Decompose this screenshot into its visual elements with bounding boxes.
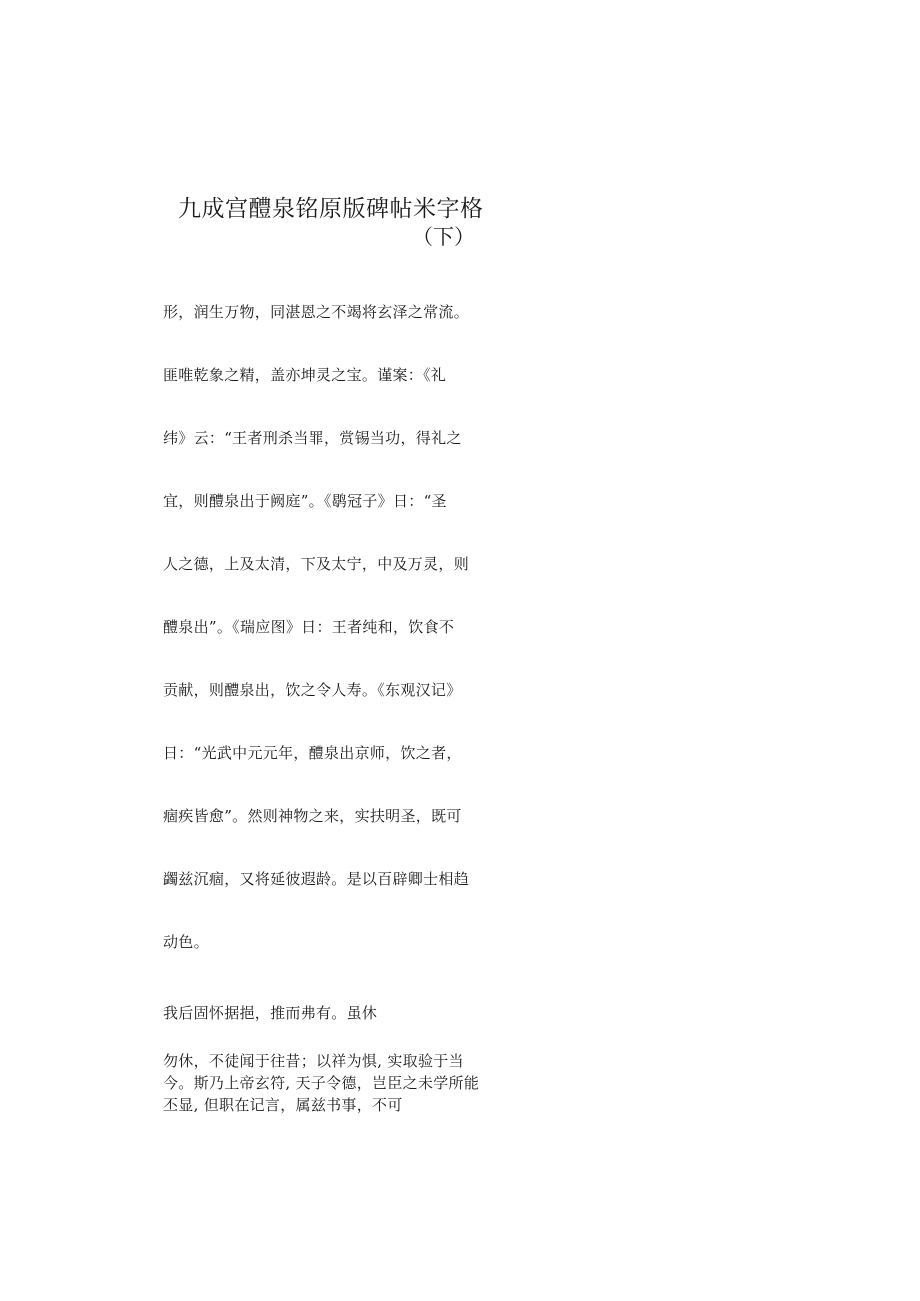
dense-line-1: 勿休，不徒闻于往昔；以祥为惧, 实取验于当: [163, 1052, 464, 1070]
document-subtitle: （下）: [412, 225, 475, 249]
text-line-8: 日：“光武中元元年，醴泉出京师，饮之者，: [163, 744, 462, 762]
text-line-3: 纬》云：“王者刑杀当罪，赏锡当功，得礼之: [163, 429, 462, 447]
text-line-5: 人之德，上及太清，下及太宁，中及万灵，则: [163, 555, 470, 573]
text-line-2: 匪唯乾象之精，盖亦坤灵之宝。谨案：《礼: [163, 366, 447, 384]
text-line-10: 蠲兹沉痼，又将延彼遐龄。是以百辟卿士相趋: [163, 870, 470, 888]
text-line-9: 痼疾皆愈”。然则神物之来，实扶明圣，既可: [163, 807, 462, 825]
text-line-7: 贡献，则醴泉出，饮之令人寿。《东观汉记》: [163, 681, 462, 699]
dense-line-2: 今。斯乃上帝玄符, 天子令德，岂臣之未学所能: [163, 1074, 480, 1092]
text-line-11: 动色。: [163, 933, 209, 951]
text-line-6: 醴泉出”。《瑞应图》日：王者纯和，饮食不: [163, 618, 455, 636]
text-line-12: 我后固怀据挹，推而弗有。虽休: [163, 1004, 378, 1022]
text-line-4: 宜，则醴泉出于阙庭”。《鹖冠子》日：“圣: [163, 492, 447, 510]
dense-line-3: 丕显, 但职在记言，属兹书事，不可: [163, 1096, 403, 1114]
text-line-1: 形，润生万物，同湛恩之不竭将玄泽之常流。: [163, 303, 470, 321]
document-title: 九成宫醴泉铭原版碑帖米字格: [178, 196, 484, 222]
